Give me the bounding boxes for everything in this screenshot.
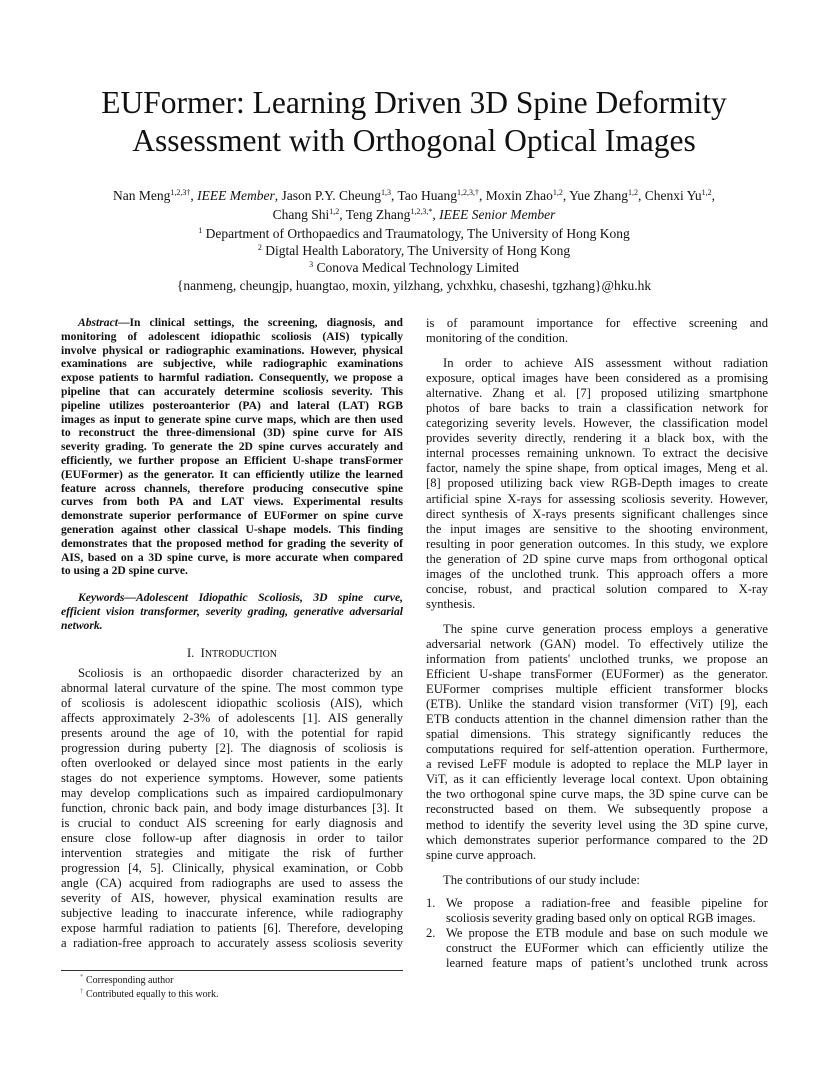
text-line: the two orthogonal spine curve maps, the 3D spine curve can be — [426, 787, 768, 802]
text-line: direct synthesis of X-rays presents significant challenges since — [426, 506, 768, 521]
abstract-line: generation against other classical U-shape models. This finding — [61, 522, 403, 536]
abstract-line: pipeline that can accurately determine scoliosis severity. This — [61, 384, 403, 398]
abstract-line: feature across channels, therefore producing consecutive spine — [61, 481, 403, 495]
affiliation-text: Digtal Health Laboratory, The University of Hong Kong — [265, 243, 571, 259]
text-line: scoliosis severity grading based only on optical RGB images. — [446, 910, 756, 925]
author-role: IEEE Senior Member — [439, 207, 556, 222]
keywords-line: network. — [61, 618, 103, 632]
email-list: {nanmeng, cheungjp, huangtao, moxin, yilzhang, ychxhku, chaseshi, tgzhang}@hku.hk — [176, 277, 652, 293]
contributions-intro: The contributions of our study include: — [443, 872, 640, 887]
author-sup: 1,2,3,† — [456, 188, 479, 197]
text-line: the input images are sensitive to the shooting environment, — [426, 521, 768, 536]
author-name: Jason P.Y. Cheung — [281, 188, 382, 203]
text-line: We propose the ETB module and base on such module we — [446, 925, 768, 940]
paragraph-spine-curve-generation — [426, 622, 768, 863]
text-line: learned feature maps of patient’s unclothed trunk across — [446, 955, 768, 970]
text-line: photos of bare backs to train a classification network for — [426, 401, 768, 416]
author-sup: 1,2 — [627, 188, 638, 197]
footnote-mark: † — [80, 987, 84, 995]
text-line: resulting in poor generation outcomes. In this study, we explore — [426, 536, 768, 551]
author-sup: 1,3 — [381, 188, 392, 197]
footnote-rule — [61, 970, 403, 971]
keywords — [61, 591, 403, 632]
author-sup: 1,2,3† — [170, 188, 191, 197]
abstract-line: Abstract—In clinical settings, the screening, diagnosis, and — [78, 316, 403, 329]
text-line: EUFormer comprises multiple efficient transformer blocks — [426, 682, 768, 697]
text-line: construct the EUFormer which can efficiently utilize the — [446, 940, 768, 955]
author-name: Yue Zhang — [569, 188, 628, 203]
text-line: may develop complications such as impaired cardiopulmonary — [61, 785, 403, 800]
text-line: internal processes remaining unknown. To extract the decisive — [426, 446, 768, 461]
footnote-corresponding — [80, 974, 174, 987]
affiliations — [30, 225, 798, 294]
text-line: is of paramount importance for effective screening and — [426, 316, 768, 330]
text-line: of scoliosis is adolescent idiopathic scoliosis (AIS), which — [61, 695, 403, 710]
abstract-line: demonstrates that the proposed method for grading the severity of — [61, 536, 403, 550]
affiliation-text: Department of Orthopaedics and Traumatology, The University of Hong Kong — [205, 226, 630, 241]
abstract — [61, 316, 403, 578]
footnote-text: Contributed equally to this work. — [86, 989, 219, 1000]
text-line: is crucial to conduct AIS screening for early diagnosis and — [61, 816, 403, 830]
text-line: adversarial network (GAN) model. To effectively utilize the — [426, 636, 768, 651]
author-list — [30, 186, 798, 224]
text-line: Efficient U-shape transFormer (EUFormer) as the generator. — [426, 667, 768, 682]
text-line: alternative. Zhang et al. [7] proposed utilizing smartphone — [426, 386, 768, 401]
text-line: information from patients' unclothed trunks, we propose an — [426, 651, 768, 666]
abstract-line: AIS, based on a 3D spine curve, is more accurate when compared — [61, 550, 403, 564]
right-column — [426, 316, 768, 971]
footnote-text: Corresponding author — [86, 975, 174, 986]
affiliation-mark: 2 — [257, 243, 262, 253]
list-number: 1. — [426, 895, 436, 910]
text-line: (ETB). Unlike the standard vision transformer (ViT) [9], each — [426, 697, 768, 712]
text-line: angle (CA) acquired from radiographs are used to assess the — [61, 876, 403, 891]
text-line: stages do not experience symptoms. However, some patients — [61, 770, 403, 785]
text-line: factor, namely the spine shape, from optical images, Meng et al. — [426, 461, 768, 476]
affiliation-mark: 1 — [198, 226, 203, 235]
author-name: Moxin Zhao — [485, 188, 553, 203]
author-sup: 1,2 — [701, 188, 712, 197]
keywords-line: Keywords—Adolescent Idiopathic Scoliosis, 3D spine curve, — [78, 591, 403, 605]
list-number: 2. — [426, 925, 436, 940]
author-name: Teng Zhang — [345, 207, 411, 222]
text-line: a revised LeFF module is adopted to replace the MLP layer in — [426, 757, 768, 772]
text-line: reconstructed based on them. We subsequently propose a — [426, 802, 768, 817]
text-line: the generation of 2D spine curve maps from orthogonal optical — [426, 551, 768, 566]
title-line-1: EUFormer: Learning Driven 3D Spine Deformity — [101, 85, 727, 120]
author-name: Chang Shi — [272, 207, 330, 222]
text-line: ViT, as it can efficiently leverage local context. Upon obtaining — [426, 772, 768, 787]
affiliation-1 — [30, 225, 798, 242]
text-line: spatial dimensions. This strategy significantly reduces the — [426, 727, 768, 742]
text-line: progression [4, 5]. Clinically, physical examination, or Cobb — [61, 861, 403, 876]
abstract-line: efficiently, we further propose an Efficient U-shape transFormer — [61, 453, 403, 467]
abstract-line: examinations are subjective, while radiographic examinations — [61, 357, 403, 371]
text-line: intervention strategies and mitigate the risk of further — [61, 846, 403, 861]
text-line: In order to achieve AIS assessment without radiation — [443, 356, 768, 371]
abstract-line: expose patients to harmful radiation. Consequently, we propose a — [61, 371, 403, 385]
text-line: ensure close follow-up after diagnosis in order to tailor — [61, 831, 403, 846]
text-line: categorizing severity levels. However, the classification model — [426, 416, 768, 431]
author-name: Chenxi Yu — [644, 188, 702, 203]
affiliation-mark: 3 — [309, 260, 314, 270]
text-line: ETB conducts attention in the channel dimension rather than the — [426, 712, 768, 727]
footnote-mark: * — [80, 973, 84, 981]
text-line: exposure, optical images have been considered as a promising — [426, 371, 768, 386]
abstract-line: pipeline utilizes posteroanterior (PA) and lateral (LAT) RGB — [61, 398, 403, 412]
contributions-list — [426, 896, 768, 971]
list-item — [426, 926, 768, 971]
left-column — [61, 316, 403, 951]
paper-title — [40, 84, 788, 160]
paragraph-optical-images — [426, 356, 768, 612]
abstract-line: to using a 2D spine curve. — [61, 564, 188, 578]
text-line: computations required for self-attention operation. Furthermore, — [426, 742, 768, 757]
section-heading-introduction: I. INTRODUCTION — [186, 645, 278, 660]
abstract-line: involve physical or radiographic examinations. However, physical — [61, 343, 403, 357]
intro-paragraph — [61, 666, 403, 952]
text-line: images of the unclothed trunk. This approach offers a more — [426, 566, 768, 581]
text-line: often overlooked or delayed since most patients in the early — [61, 755, 403, 770]
text-line: abnormal lateral curvature of the spine. The most common type — [61, 680, 403, 695]
text-line: affects approximately 2-3% of adolescents [1]. AIS generally — [61, 710, 403, 725]
author-name: Tao Huang — [397, 188, 457, 203]
text-line: method to identify the severity level using the 3D spine curve, — [426, 817, 768, 832]
author-line-2: Chang Shi$^{1,2}$, Teng Zhang$^{1,2,3,*}$, IEEE Senior Member — [272, 207, 556, 222]
affiliation-2 — [30, 242, 798, 259]
abstract-line: monitoring of adolescent idiopathic scoliosis (AIS) typically — [61, 329, 403, 343]
text-line: severity of AIS, however, physical examination results are — [61, 891, 403, 906]
title-line-2: Assessment with Orthogonal Optical Images — [132, 123, 696, 158]
text-line: The spine curve generation process employs a generative — [443, 621, 768, 636]
abstract-line: to reconstruct the three-dimensional (3D) spine curve for AIS — [61, 426, 403, 440]
text-line: Scoliosis is an orthopaedic disorder characterized by an — [78, 665, 403, 680]
affiliation-text: Conova Medical Technology Limited — [316, 260, 519, 276]
abstract-line: images as input to generate spine curve maps, which are then used — [61, 412, 403, 426]
text-line: concise, robust, and practical solution compared to X-ray — [426, 581, 768, 596]
footnote-equal-contribution — [80, 988, 219, 1001]
text-line: spine curve approach. — [426, 847, 537, 862]
text-line: which demonstrates superior performance compared to the 2D — [426, 832, 768, 847]
author-sup: 1,2 — [329, 207, 340, 216]
text-line: a radiation-free approach to accurately assess scoliosis severity — [61, 936, 403, 951]
text-line: provides severity directly, rendering it a black box, with the — [426, 431, 768, 446]
text-line: artificial spine X-rays for assessing scoliosis severity. However, — [426, 491, 768, 506]
text-line: progression during puberty [2]. The diagnosis of scoliosis is — [61, 740, 403, 755]
author-line-1: Nan Meng$^{1,2,3\dagger}$, IEEE Member, Jason P.Y. Cheung$^{1,3}$, Tao Huang$^{1,2,3,\dagger}$, Moxin Zhao$^{1,2}$, Yue Zhang$^{1,2}$, Chenxi Yu$^{1,2}$, — [113, 188, 715, 203]
text-line: [8] proposed utilizing back view RGB-Depth images to create — [426, 476, 768, 491]
abstract-label: Abstract — [78, 316, 118, 329]
author-sup: 1,2 — [552, 188, 563, 197]
abstract-line: curves from both PA and LAT views. Experimental results — [61, 495, 403, 509]
paragraph-continued — [426, 316, 768, 346]
text-line: subjective leading to inaccurate inference, while radiography — [61, 906, 403, 921]
text-line: We propose a radiation-free and feasible pipeline for — [446, 895, 768, 910]
author-role: IEEE Member — [197, 188, 275, 203]
text-line: synthesis. — [426, 596, 476, 611]
text-line: expose harmful radiation to patients [6]. Therefore, developing — [61, 921, 403, 936]
list-item — [426, 896, 768, 926]
author-name: Nan Meng — [113, 188, 171, 203]
abstract-line: demonstrate superior performance of EUFormer on spine curve — [61, 509, 403, 523]
text-line: function, chronic back pain, and body image disturbances [3]. It — [61, 800, 403, 815]
affiliation-3 — [30, 259, 798, 276]
author-sup: 1,2,3,* — [410, 207, 433, 216]
abstract-line: (EUFormer) as the generator. It can efficiently utilize the learned — [61, 467, 403, 481]
text-line: monitoring of the condition. — [426, 331, 569, 346]
text-line: presents around the age of 10, with the potential for rapid — [61, 725, 403, 740]
keywords-line: efficient vision transformer, severity grading, generative adversarial — [61, 604, 403, 618]
abstract-line: severity grading. To generate the 2D spine curves accurately and — [61, 440, 403, 454]
